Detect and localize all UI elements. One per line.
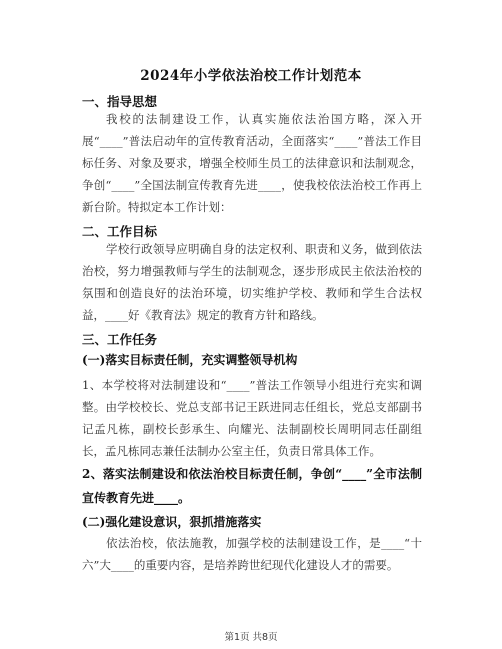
section-heading-work-tasks: 三、工作任务 <box>82 332 158 347</box>
section-heading-guiding-ideology: 一、指导思想 <box>82 94 158 109</box>
paragraph-item-1: 1、本学校将对法制建设和“____”普法工作领导小组进行充实和调整。由学校校长、党总支部书记王跃进同志任组长，党总支部副书记孟凡栋，副校长彭承生、向耀光、法制副校长周明同志任副组长，孟凡栋同志兼任法制办公室主任，负责日常具体工作。 <box>82 378 422 458</box>
subsection-heading-awareness: (二)强化建设意识，狠抓措施落实 <box>82 515 262 529</box>
paragraph-awareness: 依法治校，依法施教，加强学校的法制建设工作，是____“十六”大____的重要内容，是培养跨世纪现代化建设人才的需要。 <box>82 536 422 572</box>
page-footer: 第1页 共8页 <box>224 632 278 643</box>
paragraph-work-goals: 学校行政领导应明确自身的法定权利、职责和义务，做到依法治校，努力增强教师与学生的法制观念，逐步形成民主依法治校的氛围和创造良好的法治环境，切实维护学校、教师和学生合法权益，____好《教育法》规定的教育方针和路线。 <box>82 242 422 322</box>
section-heading-work-goals: 二、工作目标 <box>82 224 158 239</box>
document-title: 2024年小学依法治校工作计划范本 <box>140 68 362 84</box>
paragraph-guiding-ideology: 我校的法制建设工作，认真实施依法治国方略，深入开展“____”普法启动年的宣传教育活动，全面落实“____”普法工作目标任务、对象及要求，增强全校师生员工的法律意识和法制观念，争创“____”全国法制宣传教育先进____，使我校依法治校工作再上新台阶。特拟定本工作计划： <box>82 112 422 214</box>
subsection-heading-responsibility: (一)落实目标责任制，充实调整领导机构 <box>82 353 298 367</box>
paragraph-item-2: 2、落实法制建设和依法治校目标责任制，争创“____”全市法制宣传教育先进____。 <box>82 467 422 505</box>
